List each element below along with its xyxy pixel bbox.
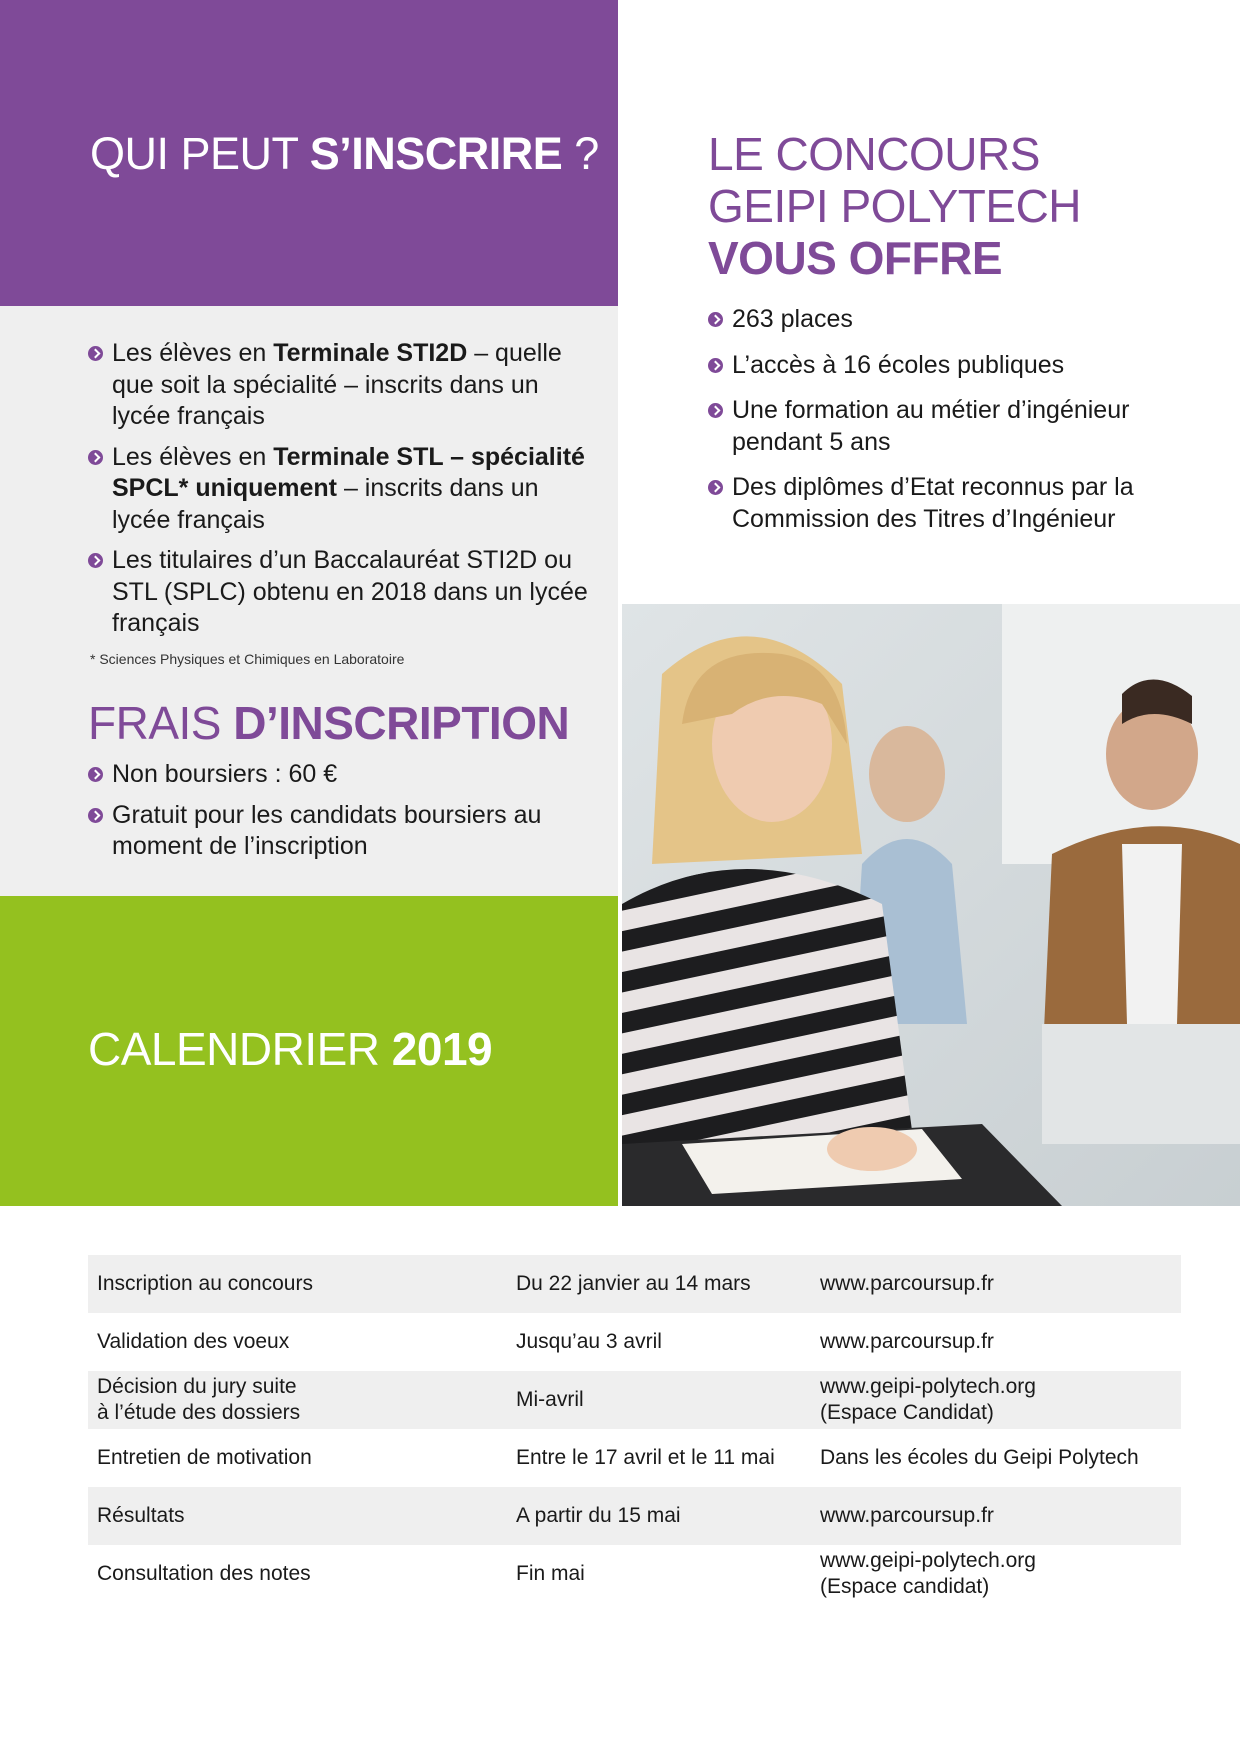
- chevron-right-icon: [88, 808, 103, 823]
- students-illustration: [622, 604, 1240, 1206]
- table-row: Résultats A partir du 15 mai www.parcoursup.fr: [88, 1487, 1181, 1545]
- who-item: Les titulaires d’un Baccalauréat STI2D ou STL (SPLC) obtenu en 2018 dans un lycée français: [88, 545, 588, 640]
- chevron-right-icon: [88, 553, 103, 568]
- offer-item: L’accès à 16 écoles publiques: [708, 350, 1208, 382]
- calendar-header-block: [0, 896, 618, 1206]
- chevron-right-icon: [88, 450, 103, 465]
- chevron-right-icon: [708, 312, 723, 327]
- offer-item: 263 places: [708, 304, 1208, 336]
- footnote: * Sciences Physiques et Chimiques en Laboratoire: [90, 651, 405, 667]
- link-geipi[interactable]: www.geipi-polytech.org (Espace candidat): [820, 1549, 1036, 1598]
- chevron-right-icon: [88, 346, 103, 361]
- offer-list: [708, 304, 1208, 549]
- fees-title: FRAIS D’INSCRIPTION: [88, 697, 570, 749]
- who-item: Les élèves en Terminale STI2D – quelle que soit la spécialité – inscrits dans un lycée français: [88, 338, 588, 433]
- calendar-table: [88, 1255, 1181, 1603]
- link-parcoursup[interactable]: www.parcoursup.fr: [820, 1330, 994, 1353]
- who-list: [88, 338, 588, 649]
- offer-item: Une formation au métier d’ingénieur pendant 5 ans: [708, 395, 1208, 458]
- fees-item: Gratuit pour les candidats boursiers au moment de l’inscription: [88, 800, 588, 863]
- chevron-right-icon: [708, 358, 723, 373]
- chevron-right-icon: [88, 767, 103, 782]
- who-title: QUI PEUT S’INSCRIRE ?: [90, 128, 599, 179]
- table-row: Inscription au concours Du 22 janvier au 14 mars www.parcoursup.fr: [88, 1255, 1181, 1313]
- calendar-title: CALENDRIER 2019: [88, 1023, 493, 1075]
- table-row: Entretien de motivation Entre le 17 avril et le 11 mai Dans les écoles du Geipi Polytech: [97, 1446, 1139, 1469]
- who-item: Les élèves en Terminale STL – spécialité SPCL* uniquement – inscrits dans un lycée français: [88, 442, 588, 537]
- chevron-right-icon: [708, 403, 723, 418]
- who-header-block: [0, 0, 618, 306]
- chevron-right-icon: [708, 480, 723, 495]
- offer-item: Des diplômes d’Etat reconnus par la Commission des Titres d’Ingénieur: [708, 472, 1208, 535]
- table-row: Décision du jury suite à l’étude des dossiers Mi-avril www.geipi-polytech.org (Espace Candidat): [88, 1371, 1181, 1429]
- fees-list: [88, 759, 588, 872]
- fees-item: Non boursiers : 60 €: [88, 759, 588, 791]
- link-parcoursup[interactable]: www.parcoursup.fr: [811, 1487, 1181, 1545]
- link-geipi[interactable]: www.geipi-polytech.org (Espace Candidat): [811, 1371, 1181, 1429]
- link-parcoursup[interactable]: www.parcoursup.fr: [811, 1255, 1181, 1313]
- table-row: Consultation des notes Fin mai www.geipi-polytech.org (Espace candidat): [88, 1545, 1181, 1603]
- offer-title: LE CONCOURS GEIPI POLYTECH VOUS OFFRE: [708, 128, 1082, 284]
- students-photo: [622, 604, 1240, 1206]
- table-row: Validation des voeux Jusqu’au 3 avril www.parcoursup.fr: [88, 1313, 1181, 1371]
